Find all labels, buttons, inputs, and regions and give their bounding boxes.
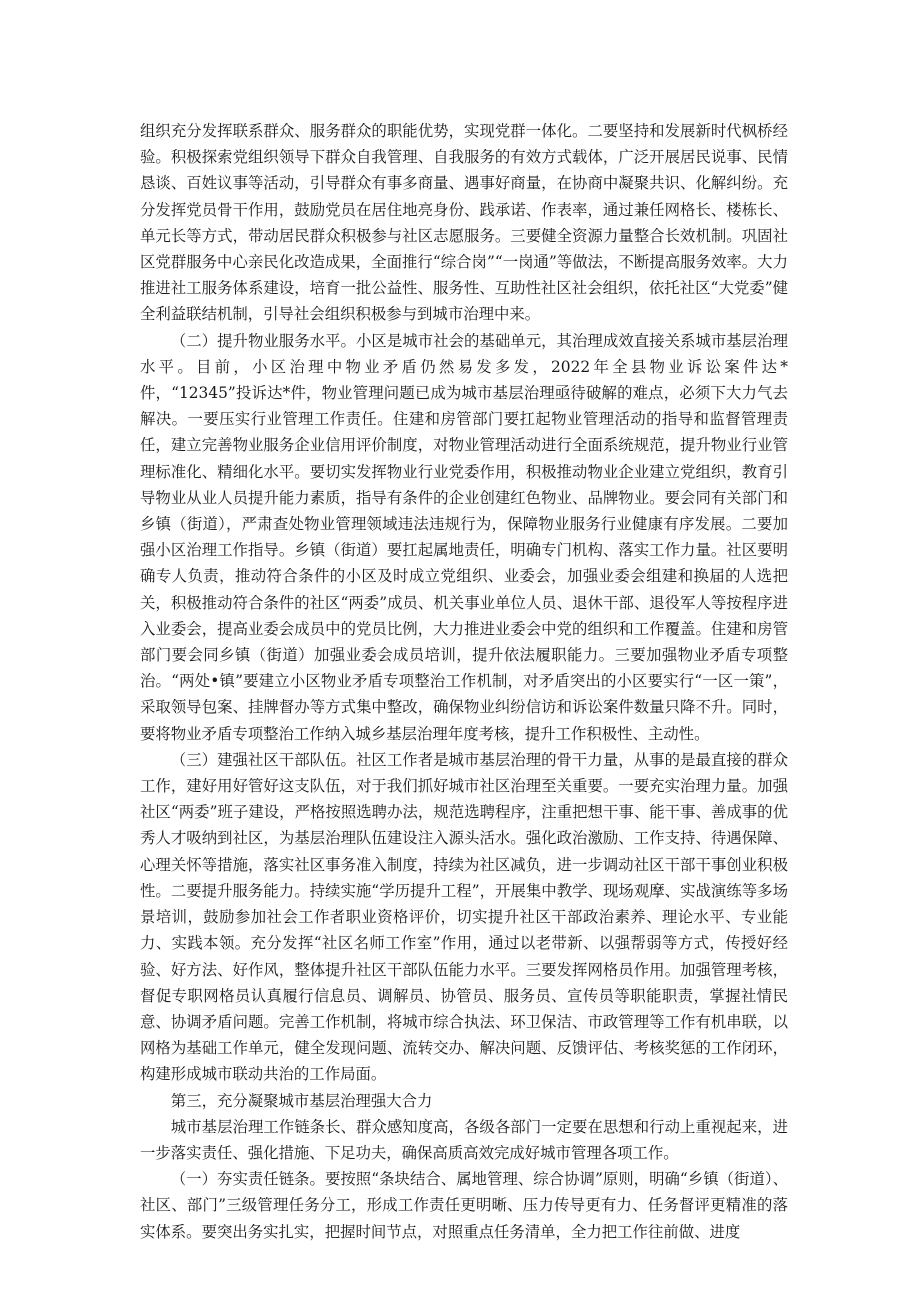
paragraph-community-cadres: （三）建强社区干部队伍。社区工作者是城市基层治理的骨干力量，从事的是最直接的群众工作，建好用好管好这支队伍，对于我们抓好城市社区治理至关重要。一要充实治理力量。加强社区“两委”班子建设，严格按照选聘办法，规范选聘程序，注重把想干事、能干事、善成事的优秀人才吸纳到社区，为基层治理队伍建设注入源头活水。强化政治激励、工作支持、待遇保障、心理关怀等措施，落实社区事务准入制度，持续为社区减负，进一步调动社区干部干事创业积极性。二要提升服务能力。持续实施“学历提升工程”，开展集中教学、现场观摩、实战演练等多场景培训，鼓励参加社会工作者职业资格评价，切实提升社区干部政治素养、理论水平、专业能力、实践本领。充分发挥“社区名师工作室”作用，通过以老带新、以强帮弱等方式，传授好经验、好方法、好作风，整体提升社区干部队伍能力水平。三要发挥网格员作用。加强管理考核，督促专职网格员认真履行信息员、调解员、协管员、服务员、宣传员等职能职责，掌握社情民意、协调矛盾问题。完善工作机制，将城市综合执法、环卫保洁、市政管理等工作有机串联，以网格为基础工作单元，健全发现问题、流转交办、解决问题、反馈评估、考核奖惩的工作闭环，构建形成城市联动共治的工作局面。 — [140, 750, 788, 1084]
section-heading-third: 第三，充分凝聚城市基层治理强大合力 — [170, 1091, 433, 1110]
document-body — [140, 118, 788, 1245]
paragraph-continuation: 组织充分发挥联系群众、服务群众的职能优势，实现党群一体化。二要坚持和发展新时代枫桥经验。积极探索党组织领导下群众自我管理、自我服务的有效方式载体，广泛开展居民说事、民情恳谈、百姓议事等活动，引导群众有事多商量、遇事好商量，在协商中凝聚共识、化解纠纷。充分发挥党员骨干作用，鼓励党员在居住地亮身份、践承诺、作表率，通过兼任网格长、楼栋长、单元长等方式，带动居民群众积极参与社区志愿服务。三要健全资源力量整合长效机制。巩固社区党群服务中心亲民化改造成果，全面推行“综合岗”“一岗通”等做法，不断提高服务效率。大力推进社工服务体系建设，培育一批公益性、服务性、互助性社区社会组织，依托社区“大党委”健全利益联结机制，引导社会组织积极参与到城市治理中来。 — [140, 122, 788, 324]
paragraph-responsibility-chain: （一）夯实责任链条。要按照“条块结合、属地管理、综合协调”原则，明确“乡镇（街道）、社区、部门”三级管理任务分工，形成工作责任更明晰、压力传导更有力、任务督评更精准的落实体系。要突出务实扎实，把握时间节点，对照重点任务清单，全力把工作往前做、进度 — [140, 1170, 788, 1241]
paragraph-property-services: （二）提升物业服务水平。小区是城市社会的基础单元，其治理成效直接关系城市基层治理水平。目前，小区治理中物业矛盾仍然易发多发，2022年全县物业诉讼案件达*件，“12345”投诉达*件，物业管理问题已成为城市基层治理亟待破解的难点，必须下大力气去解决。一要压实行业管理工作责任。住建和房管部门要扛起物业管理活动的指导和监督管理责任，建立完善物业服务企业信用评价制度，对物业管理活动进行全面系统规范，提升物业行业管理标准化、精细化水平。要切实发挥物业行业党委作用，积极推动物业企业建立党组织，教育引导物业从业人员提升能力素质，指导有条件的企业创建红色物业、品牌物业。要会同有关部门和乡镇（街道），严肃查处物业管理领域违法违规行为，保障物业服务行业健康有序发展。二要加强小区治理工作指导。乡镇（街道）要扛起属地责任，明确专门机构、落实工作力量。社区要明确专人负责，推动符合条件的小区及时成立党组织、业委会，加强业委会组建和换届的人选把关，积极推动符合条件的社区“两委”成员、机关事业单位人员、退休干部、退役军人等按程序进入业委会，提高业委会成员中的党员比例，大力推进业委会中党的组织和工作覆盖。住建和房管部门要会同乡镇（街道）加强业委会成员培训，提升依法履职能力。三要加强物业矛盾专项整治。“两处•镇”要建立小区物业矛盾专项整治工作机制，对矛盾突出的小区要实行“一区一策”，采取领导包案、挂牌督办等方式集中整改，确保物业纠纷信访和诉讼案件数量只降不升。同时，要将物业矛盾专项整治工作纳入城乡基层治理年度考核，提升工作积极性、主动性。 — [140, 331, 788, 743]
paragraph-section-intro: 城市基层治理工作链条长、群众感知度高，各级各部门一定要在思想和行动上重视起来，进一步落实责任、强化措施、下足功夫，确保高质高效完成好城市管理各项工作。 — [140, 1117, 788, 1162]
